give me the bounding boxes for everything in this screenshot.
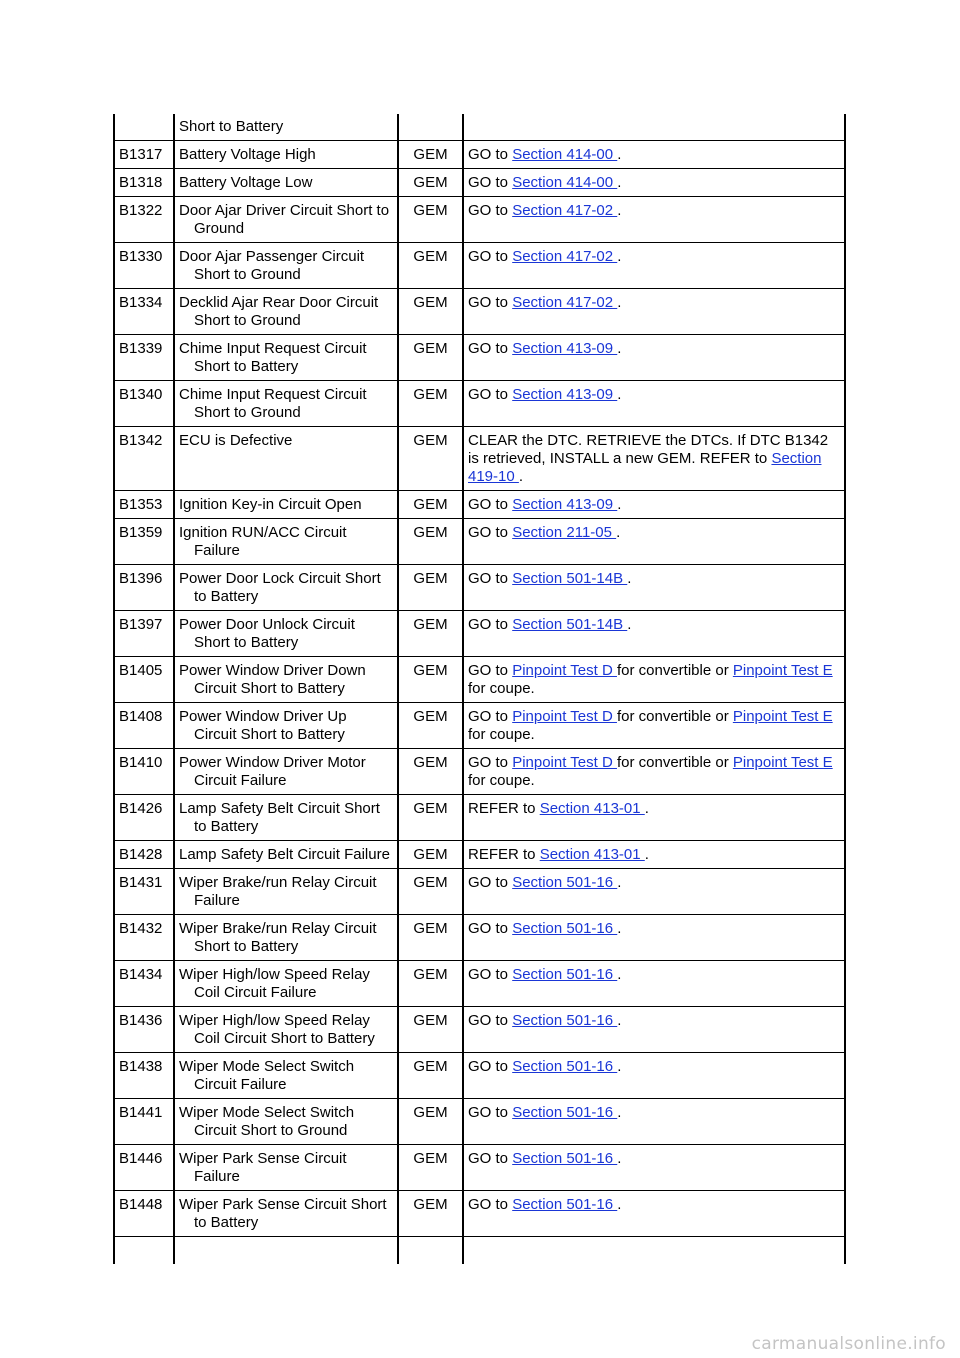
dtc-code: B1405: [114, 657, 174, 703]
dtc-module: GEM: [398, 427, 463, 491]
action-text: .: [617, 920, 622, 937]
dtc-action: [463, 197, 845, 243]
dtc-action: [463, 1007, 845, 1053]
table-row: [114, 1007, 845, 1053]
dtc-action: [463, 869, 845, 915]
action-text: GO to: [468, 616, 513, 633]
action-text: GO to: [468, 1058, 513, 1075]
table-row: [114, 427, 845, 491]
action-text: CLEAR the DTC. RETRIEVE the DTCs. If DTC B1342 is retrieved, INSTALL a new GEM. REFER to: [468, 432, 829, 467]
dtc-action: [463, 749, 845, 795]
dtc-action: [463, 915, 845, 961]
dtc-description: Battery Voltage High: [179, 146, 316, 163]
dtc-action: [463, 491, 845, 519]
dtc-description-cell: [174, 289, 398, 335]
dtc-description: Battery Voltage Low: [179, 174, 313, 191]
dtc-module: GEM: [398, 335, 463, 381]
dtc-code-cell: [114, 114, 174, 141]
section-link[interactable]: Section 413-09: [512, 496, 618, 513]
action-text: .: [617, 1058, 622, 1075]
action-text: for coupe.: [468, 680, 535, 697]
dtc-code: B1408: [114, 703, 174, 749]
section-link[interactable]: Section 414-00: [512, 174, 618, 191]
action-text: GO to: [468, 920, 513, 937]
dtc-code: B1318: [114, 169, 174, 197]
dtc-description-cell: [174, 1145, 398, 1191]
dtc-description-cell: [174, 961, 398, 1007]
dtc-description-cell: [174, 169, 398, 197]
action-text: GO to: [468, 202, 513, 219]
dtc-description: ECU is Defective: [179, 432, 293, 449]
dtc-module: GEM: [398, 1007, 463, 1053]
dtc-code: B1431: [114, 869, 174, 915]
dtc-description: Decklid Ajar Rear Door Circuit Short to Ground: [179, 294, 379, 329]
section-link[interactable]: Section 501-16: [512, 1104, 618, 1121]
section-link[interactable]: Section 413-09: [512, 386, 618, 403]
dtc-code: B1396: [114, 565, 174, 611]
dtc-code: B1342: [114, 427, 174, 491]
dtc-description-cell: [174, 869, 398, 915]
section-link[interactable]: Section 501-16: [512, 1012, 618, 1029]
dtc-action: [463, 657, 845, 703]
action-text: GO to: [468, 294, 513, 311]
table-row: [114, 869, 845, 915]
table-row: [114, 565, 845, 611]
dtc-description-cell: [174, 703, 398, 749]
dtc-code: B1334: [114, 289, 174, 335]
table-row: [114, 491, 845, 519]
section-link[interactable]: Section 417-02: [512, 202, 618, 219]
dtc-action: [463, 961, 845, 1007]
dtc-description: Chime Input Request Circuit Short to Ground: [179, 386, 367, 421]
dtc-action: [463, 841, 845, 869]
dtc-code: B1397: [114, 611, 174, 657]
action-text: for convertible or: [616, 754, 733, 771]
table-row: [114, 1099, 845, 1145]
pinpoint-test-link[interactable]: Pinpoint Test E: [732, 662, 833, 679]
section-link[interactable]: Section 501-16: [512, 920, 618, 937]
table-row: [114, 657, 845, 703]
action-text: GO to: [468, 524, 513, 541]
table-row: [114, 841, 845, 869]
dtc-action: [463, 335, 845, 381]
dtc-code: B1359: [114, 519, 174, 565]
dtc-description-cell: [174, 335, 398, 381]
dtc-module-cell: [398, 114, 463, 141]
dtc-action: [463, 519, 845, 565]
action-text: GO to: [468, 146, 513, 163]
table-row: [114, 1145, 845, 1191]
section-link[interactable]: Pinpoint Test D: [512, 754, 617, 771]
dtc-action: [463, 1099, 845, 1145]
dtc-module: GEM: [398, 289, 463, 335]
dtc-description: Lamp Safety Belt Circuit Short to Battery: [179, 800, 380, 835]
dtc-action-cell: [463, 1237, 845, 1265]
dtc-description-cell: [174, 381, 398, 427]
dtc-description: Power Window Driver Down Circuit Short to Battery: [179, 662, 366, 697]
dtc-description-cell: [174, 114, 398, 141]
dtc-table-body: [114, 114, 845, 1264]
dtc-code: B1340: [114, 381, 174, 427]
action-text: .: [627, 570, 632, 587]
action-text: for convertible or: [616, 662, 733, 679]
dtc-code: B1353: [114, 491, 174, 519]
dtc-module: GEM: [398, 197, 463, 243]
dtc-description: Chime Input Request Circuit Short to Battery: [179, 340, 367, 375]
dtc-description-cell: [174, 1237, 398, 1265]
action-text: .: [617, 1196, 622, 1213]
dtc-action: [463, 141, 845, 169]
dtc-description-cell: [174, 1099, 398, 1145]
action-text: GO to: [468, 496, 513, 513]
dtc-module: GEM: [398, 243, 463, 289]
dtc-description-cell: [174, 565, 398, 611]
action-text: for convertible or: [616, 708, 733, 725]
dtc-module: GEM: [398, 141, 463, 169]
action-text: REFER to: [468, 846, 540, 863]
table-row: [114, 335, 845, 381]
dtc-description: Wiper Mode Select Switch Circuit Short to Ground: [179, 1104, 355, 1139]
action-text: GO to: [468, 570, 513, 587]
action-text: GO to: [468, 386, 513, 403]
action-text: REFER to: [468, 800, 540, 817]
table-row: [114, 289, 845, 335]
dtc-description: Power Window Driver Up Circuit Short to Battery: [179, 708, 347, 743]
action-text: for coupe.: [468, 726, 535, 743]
action-text: GO to: [468, 1012, 513, 1029]
action-text: .: [617, 248, 622, 265]
dtc-code: B1434: [114, 961, 174, 1007]
action-text: GO to: [468, 874, 513, 891]
action-text: .: [617, 966, 622, 983]
dtc-module: GEM: [398, 1145, 463, 1191]
dtc-code-cell: [114, 1237, 174, 1265]
action-text: .: [617, 340, 622, 357]
section-link[interactable]: Section 501-16: [512, 1150, 618, 1167]
dtc-action: [463, 795, 845, 841]
action-text: GO to: [468, 248, 513, 265]
table-row: [114, 961, 845, 1007]
action-text: .: [617, 1150, 622, 1167]
action-text: GO to: [468, 662, 513, 679]
action-text: .: [617, 202, 622, 219]
dtc-description: Wiper Brake/run Relay Circuit Failure: [179, 874, 377, 909]
section-link[interactable]: Section 501-16: [512, 1196, 618, 1213]
table-row: [114, 1191, 845, 1237]
dtc-description-cell: [174, 1191, 398, 1237]
dtc-action: [463, 243, 845, 289]
table-row: [114, 197, 845, 243]
pinpoint-test-link[interactable]: Pinpoint Test E: [732, 708, 833, 725]
dtc-module: GEM: [398, 565, 463, 611]
dtc-code: B1432: [114, 915, 174, 961]
action-text: GO to: [468, 340, 513, 357]
dtc-description: Power Window Driver Motor Circuit Failure: [179, 754, 366, 789]
dtc-description-cell: [174, 1007, 398, 1053]
table-row: [114, 749, 845, 795]
dtc-description-cell: [174, 197, 398, 243]
dtc-description: Power Door Lock Circuit Short to Battery: [179, 570, 381, 605]
dtc-description-cell: [174, 841, 398, 869]
action-text: .: [617, 874, 622, 891]
dtc-module: GEM: [398, 381, 463, 427]
dtc-module: GEM: [398, 1191, 463, 1237]
action-text: GO to: [468, 1104, 513, 1121]
action-text: for coupe.: [468, 772, 535, 789]
table-row: [114, 1053, 845, 1099]
action-text: GO to: [468, 174, 513, 191]
dtc-code: B1446: [114, 1145, 174, 1191]
table-row: [114, 169, 845, 197]
dtc-action: [463, 169, 845, 197]
dtc-code: B1339: [114, 335, 174, 381]
dtc-module: GEM: [398, 519, 463, 565]
dtc-description-cell: [174, 427, 398, 491]
dtc-code: B1410: [114, 749, 174, 795]
section-link[interactable]: Section 417-02: [512, 294, 618, 311]
dtc-action: [463, 427, 845, 491]
dtc-description: Power Door Unlock Circuit Short to Battery: [179, 616, 355, 651]
dtc-description-cell: [174, 519, 398, 565]
dtc-description: Door Ajar Passenger Circuit Short to Ground: [179, 248, 365, 283]
dtc-code: B1438: [114, 1053, 174, 1099]
dtc-code: B1436: [114, 1007, 174, 1053]
dtc-module: GEM: [398, 1053, 463, 1099]
dtc-description: Wiper High/low Speed Relay Coil Circuit Failure: [179, 966, 370, 1001]
action-text: .: [644, 846, 649, 863]
dtc-module: GEM: [398, 611, 463, 657]
section-link[interactable]: Section 211-05: [512, 524, 617, 541]
table-row: [114, 381, 845, 427]
action-text: .: [617, 1012, 622, 1029]
dtc-module: GEM: [398, 491, 463, 519]
action-text: .: [617, 386, 622, 403]
dtc-code: B1322: [114, 197, 174, 243]
section-link[interactable]: Section 501-16: [512, 1058, 618, 1075]
dtc-description-cell: [174, 491, 398, 519]
dtc-description-cell: [174, 795, 398, 841]
dtc-module: GEM: [398, 795, 463, 841]
dtc-action: [463, 1145, 845, 1191]
dtc-code: B1448: [114, 1191, 174, 1237]
dtc-code: B1441: [114, 1099, 174, 1145]
table-row: [114, 243, 845, 289]
dtc-description: Ignition RUN/ACC Circuit Failure: [179, 524, 347, 559]
dtc-module-cell: [398, 1237, 463, 1265]
action-text: .: [617, 174, 622, 191]
dtc-description-cell: [174, 243, 398, 289]
table-row: [114, 915, 845, 961]
dtc-code: B1330: [114, 243, 174, 289]
dtc-description-cell: [174, 915, 398, 961]
dtc-description: Door Ajar Driver Circuit Short to Ground: [179, 202, 390, 237]
dtc-table: [113, 114, 846, 1264]
section-link[interactable]: Section 501-14B: [512, 616, 628, 633]
dtc-module: GEM: [398, 869, 463, 915]
action-text: GO to: [468, 966, 513, 983]
section-link[interactable]: Section 414-00: [512, 146, 618, 163]
action-text: GO to: [468, 1150, 513, 1167]
action-text: .: [617, 1104, 622, 1121]
table-row: [114, 141, 845, 169]
dtc-description: Wiper Mode Select Switch Circuit Failure: [179, 1058, 355, 1093]
table-row: [114, 611, 845, 657]
dtc-action: [463, 1053, 845, 1099]
dtc-module: GEM: [398, 749, 463, 795]
table-row-empty: [114, 1237, 845, 1265]
section-link[interactable]: Pinpoint Test D: [512, 708, 617, 725]
section-link[interactable]: Section 501-14B: [512, 570, 628, 587]
dtc-description-cell: [174, 749, 398, 795]
pinpoint-test-link[interactable]: Pinpoint Test E: [732, 754, 833, 771]
watermark-text: carmanualsonline.info: [751, 1334, 946, 1354]
section-link[interactable]: Section 501-16: [512, 966, 618, 983]
section-link[interactable]: Pinpoint Test D: [512, 662, 617, 679]
dtc-description: Wiper Park Sense Circuit Failure: [179, 1150, 347, 1185]
action-text: .: [617, 146, 622, 163]
section-link[interactable]: Section 413-01: [539, 846, 645, 863]
table-row: [114, 703, 845, 749]
dtc-module: GEM: [398, 169, 463, 197]
dtc-code: B1426: [114, 795, 174, 841]
dtc-action: [463, 565, 845, 611]
dtc-description: Wiper High/low Speed Relay Coil Circuit Short to Battery: [179, 1012, 375, 1047]
dtc-action: [463, 703, 845, 749]
dtc-module: GEM: [398, 961, 463, 1007]
action-text: GO to: [468, 708, 513, 725]
dtc-description-cell: [174, 1053, 398, 1099]
action-text: .: [518, 468, 524, 485]
dtc-description: Wiper Park Sense Circuit Short to Battery: [179, 1196, 387, 1231]
section-link[interactable]: Section 501-16: [512, 874, 618, 891]
dtc-action: [463, 381, 845, 427]
section-link[interactable]: Section 413-09: [512, 340, 618, 357]
dtc-module: GEM: [398, 1099, 463, 1145]
dtc-description-cell: [174, 611, 398, 657]
dtc-description: Short to Battery: [179, 118, 284, 135]
table-row-continued: [114, 114, 845, 141]
dtc-description-cell: [174, 141, 398, 169]
dtc-description: Lamp Safety Belt Circuit Failure: [179, 846, 390, 863]
section-link[interactable]: Section 417-02: [512, 248, 618, 265]
action-text: .: [627, 616, 632, 633]
dtc-action-cell: [463, 114, 845, 141]
dtc-action: [463, 1191, 845, 1237]
dtc-action: [463, 611, 845, 657]
section-link[interactable]: Section 419-10: [468, 450, 822, 485]
dtc-module: GEM: [398, 657, 463, 703]
dtc-module: GEM: [398, 703, 463, 749]
action-text: GO to: [468, 1196, 513, 1213]
dtc-description: Ignition Key-in Circuit Open: [179, 496, 362, 513]
dtc-code: B1317: [114, 141, 174, 169]
table-row: [114, 519, 845, 565]
dtc-description-cell: [174, 657, 398, 703]
action-text: .: [616, 524, 621, 541]
dtc-module: GEM: [398, 841, 463, 869]
dtc-code: B1428: [114, 841, 174, 869]
section-link[interactable]: Section 413-01: [539, 800, 645, 817]
action-text: .: [617, 496, 622, 513]
dtc-action: [463, 289, 845, 335]
table-row: [114, 795, 845, 841]
dtc-description: Wiper Brake/run Relay Circuit Short to Battery: [179, 920, 377, 955]
action-text: .: [617, 294, 622, 311]
dtc-module: GEM: [398, 915, 463, 961]
action-text: .: [644, 800, 649, 817]
action-text: GO to: [468, 754, 513, 771]
